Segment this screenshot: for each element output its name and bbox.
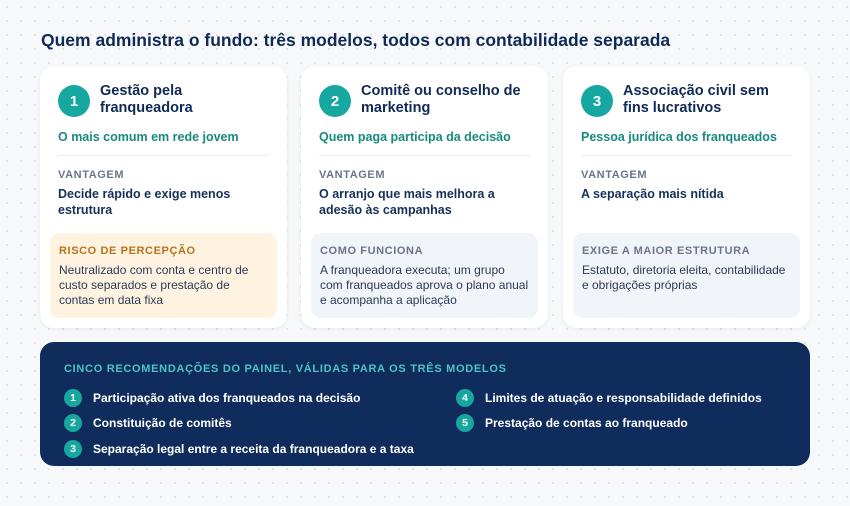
recommendation-text: Constituição de comitês xyxy=(93,416,232,430)
risk-box xyxy=(50,233,277,318)
how-it-works-box xyxy=(311,233,538,318)
advantage-text: O arranjo que mais melhora a adesão às campanhas xyxy=(319,187,495,217)
advantage-label: VANTAGEM xyxy=(581,169,648,181)
divider xyxy=(581,155,792,156)
model-card-committee xyxy=(301,66,548,328)
model-card-association xyxy=(563,66,810,328)
model-title: Comitê ou conselho de marketing xyxy=(361,83,521,116)
card-header xyxy=(58,83,273,123)
model-subtitle: Pessoa jurídica dos franqueados xyxy=(581,130,777,144)
advantage-label: VANTAGEM xyxy=(319,169,386,181)
recommendation-text: Prestação de contas ao franqueado xyxy=(485,416,688,430)
model-subtitle: O mais comum em rede jovem xyxy=(58,130,239,144)
advantage-text: Decide rápido e exige menos estrutura xyxy=(58,187,231,217)
recommendation-number: 4 xyxy=(456,389,474,407)
recommendation-item xyxy=(64,388,360,408)
model-number-badge: 3 xyxy=(581,85,613,117)
recommendation-number: 2 xyxy=(64,414,82,432)
recommendations-panel xyxy=(40,342,810,466)
divider xyxy=(319,155,530,156)
recommendation-item xyxy=(64,413,232,433)
box-label: RISCO DE PERCEPÇÃO xyxy=(59,245,196,257)
box-label: EXIGE A MAIOR ESTRUTURA xyxy=(582,245,751,257)
recommendation-item xyxy=(64,439,414,459)
model-subtitle: Quem paga participa da decisão xyxy=(319,130,511,144)
recommendation-item xyxy=(456,388,762,408)
recommendation-text: Separação legal entre a receita da franqueadora e a taxa xyxy=(93,442,414,456)
advantage-label: VANTAGEM xyxy=(58,169,125,181)
recommendation-item xyxy=(456,413,688,433)
recommendations-title: CINCO RECOMENDAÇÕES DO PAINEL, VÁLIDAS PARA OS TRÊS MODELOS xyxy=(64,363,507,375)
model-card-franchisor xyxy=(40,66,287,328)
recommendation-number: 1 xyxy=(64,389,82,407)
card-header xyxy=(319,83,534,123)
box-text: Neutralizado com conta e centro de custo separados e prestação de contas em data fixa xyxy=(59,263,249,307)
card-header xyxy=(581,83,796,123)
model-title: Gestão pela franqueadora xyxy=(100,83,193,116)
box-label: COMO FUNCIONA xyxy=(320,245,424,257)
box-text: Estatuto, diretoria eleita, contabilidade e obrigações próprias xyxy=(582,263,786,292)
box-text: A franqueadora executa; um grupo com franqueados aprova o plano anual e acompanha a aplicação xyxy=(320,263,529,307)
divider xyxy=(58,155,269,156)
requirements-box xyxy=(573,233,800,318)
recommendation-number: 3 xyxy=(64,440,82,458)
model-title: Associação civil sem fins lucrativos xyxy=(623,83,769,116)
advantage-text: A separação mais nítida xyxy=(581,187,724,201)
page-title: Quem administra o fundo: três modelos, todos com contabilidade separada xyxy=(41,30,671,50)
model-number-badge: 2 xyxy=(319,85,351,117)
recommendation-text: Limites de atuação e responsabilidade definidos xyxy=(485,391,762,405)
model-number-badge: 1 xyxy=(58,85,90,117)
recommendation-number: 5 xyxy=(456,414,474,432)
recommendation-text: Participação ativa dos franqueados na decisão xyxy=(93,391,361,405)
